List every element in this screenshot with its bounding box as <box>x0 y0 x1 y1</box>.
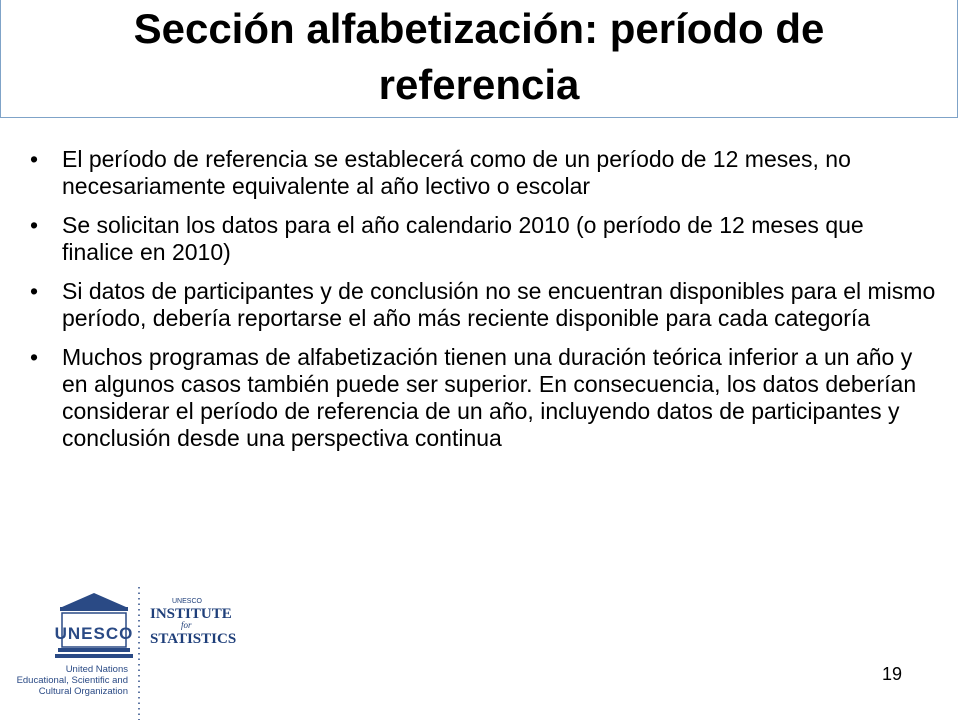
unesco-word: UNESCO <box>54 624 134 643</box>
title-box <box>0 0 958 118</box>
temple-base-icon <box>58 648 130 652</box>
bullet-text: Se solicitan los datos para el año calendario 2010 (o período de 12 meses que finalice en 2010) <box>62 212 864 265</box>
bullet-item <box>30 146 936 200</box>
bullet-dot: • <box>30 212 39 238</box>
bullet-list <box>30 146 936 464</box>
uis-for: for <box>181 620 192 630</box>
bullet-dot: • <box>30 278 39 304</box>
temple-beam-icon <box>60 607 128 611</box>
page-number: 19 <box>881 664 902 684</box>
bullet-item <box>30 344 936 452</box>
bullet-item <box>30 278 936 332</box>
temple-roof-icon <box>62 593 126 607</box>
uis-statistics: STATISTICS <box>150 631 237 647</box>
org-line: Cultural Organization <box>38 686 128 697</box>
slide-title: Sección alfabetización: período de referencia <box>133 4 825 108</box>
uis-small: UNESCO <box>172 598 202 605</box>
org-line: Educational, Scientific and <box>16 675 128 686</box>
bullet-dot: • <box>30 344 39 370</box>
bullet-dot: • <box>30 146 39 172</box>
bullet-text: Muchos programas de alfabetización tienen una duración teórica inferior a un año y en algunos casos también puede ser superior. En consecuencia, los datos deberían considerar el período de referencia de un año, incluyendo datos de participantes y conclusión desde una perspectiva continua <box>62 344 917 451</box>
bullet-text: El período de referencia se establecerá como de un período de 12 meses, no necesariamente equivalente al año lectivo o escolar <box>62 146 851 199</box>
temple-step-icon <box>55 654 133 658</box>
bullet-text: Si datos de participantes y de conclusión no se encuentran disponibles para el mismo período, debería reportarse el año más reciente disponible para cada categoría <box>62 278 936 331</box>
unesco-logo <box>0 585 240 720</box>
org-line: United Nations <box>65 664 128 675</box>
uis-institute: INSTITUTE <box>150 606 232 622</box>
bullet-item <box>30 212 936 266</box>
unesco-logo-area <box>0 585 240 720</box>
